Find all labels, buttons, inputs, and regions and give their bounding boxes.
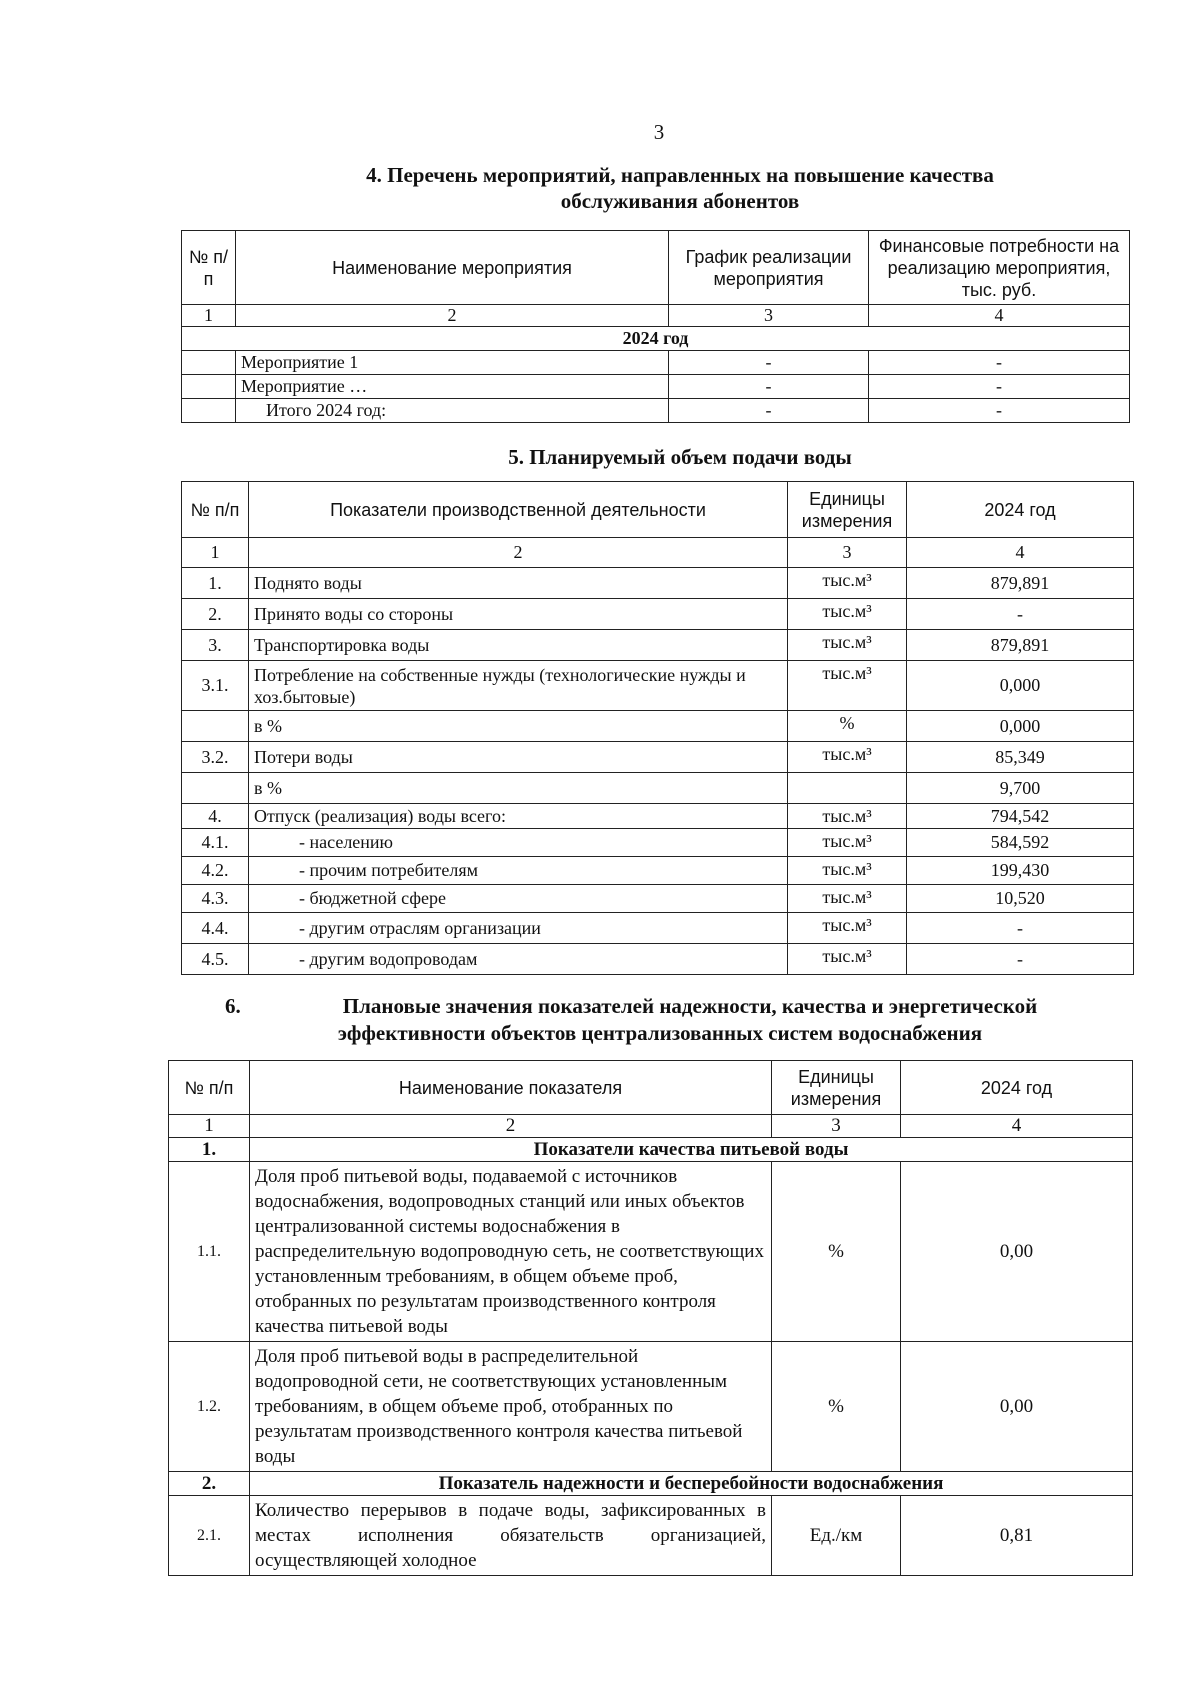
col-number: 3 [772, 1115, 901, 1138]
row-num: 4.2. [182, 857, 249, 885]
header-name: Наименование показателя [250, 1061, 772, 1115]
col-number: 1 [169, 1115, 250, 1138]
row-unit: тыс.м³ [788, 857, 907, 885]
row-unit: тыс.м³ [788, 829, 907, 857]
row-value: 879,891 [907, 630, 1134, 661]
measure-name: Мероприятие … [236, 375, 669, 399]
year-row: 2024 год [182, 327, 1130, 351]
table-row [182, 804, 1134, 829]
group-row [169, 1472, 1133, 1496]
row-value: 0,81 [901, 1496, 1133, 1576]
table-row [182, 711, 1134, 742]
row-unit: тыс.м³ [788, 599, 907, 630]
row-value: 0,000 [907, 661, 1134, 711]
row-name: Доля проб питьевой воды, подаваемой с источников водоснабжения, водопроводных станций или иных объектов централизованной системы водоснабжения в распределительную водопроводную сеть, не соответствующих установленным требованиям, в общем объеме проб, отобранных по результатам производственного контроля качества питьевой воды [250, 1162, 772, 1342]
col-number: 2 [236, 305, 669, 327]
row-value: 794,542 [907, 804, 1134, 829]
row-num [182, 711, 249, 742]
header-year: 2024 год [901, 1061, 1133, 1115]
header-unit: Единицы измерения [772, 1061, 901, 1115]
table-row [169, 1162, 1133, 1342]
row-name: Доля проб питьевой воды в распределительной водопроводной сети, не соответствующих установленным требованиям, в общем объеме проб, отобранных по результатам производственного контроля качества питьевой воды [250, 1342, 772, 1472]
table-row [182, 944, 1134, 975]
measures-table [181, 230, 1130, 423]
row-unit: тыс.м³ [788, 630, 907, 661]
row-value: 199,430 [907, 857, 1134, 885]
row-name: - другим отраслям организации [249, 913, 788, 944]
measure-finance: - [869, 399, 1130, 423]
row-name: Принято воды со стороны [249, 599, 788, 630]
section4-title-line1: 4. Перечень мероприятий, направленных на повышение качества [366, 163, 994, 187]
row-name: Поднято воды [249, 568, 788, 599]
row-value: 9,700 [907, 773, 1134, 804]
measure-schedule: - [669, 351, 869, 375]
row-unit: тыс.м³ [788, 944, 907, 975]
row-num: 2. [182, 599, 249, 630]
row-name: в % [249, 773, 788, 804]
col-number: 2 [249, 538, 788, 568]
row-unit: тыс.м³ [788, 742, 907, 773]
row-unit: % [772, 1342, 901, 1472]
row-name: Количество перерывов в подаче воды, зафиксированных в местах исполнения обязательств организацией, осуществляющей холодное [250, 1496, 772, 1576]
row-unit: % [788, 711, 907, 742]
row-value: - [907, 913, 1134, 944]
group-row [169, 1138, 1133, 1162]
row-unit: тыс.м³ [788, 661, 907, 711]
row-value: 0,00 [901, 1342, 1133, 1472]
row-value: 584,592 [907, 829, 1134, 857]
measure-schedule: - [669, 399, 869, 423]
col-number: 4 [869, 305, 1130, 327]
table-row [169, 1496, 1133, 1576]
row-name: - другим водопроводам [249, 944, 788, 975]
header-year: 2024 год [907, 482, 1134, 538]
row-name: - бюджетной сфере [249, 885, 788, 913]
row-unit: тыс.м³ [788, 568, 907, 599]
row-num: 1.2. [169, 1342, 250, 1472]
col-number: 3 [669, 305, 869, 327]
header-name: Наименование мероприятия [236, 231, 669, 305]
table-row [182, 773, 1134, 804]
row-name: в % [249, 711, 788, 742]
row-num: 4.4. [182, 913, 249, 944]
page-number: 3 [653, 120, 665, 144]
row-num: 4.3. [182, 885, 249, 913]
group-num: 2. [169, 1472, 250, 1496]
row-value: 0,000 [907, 711, 1134, 742]
measure-finance: - [869, 375, 1130, 399]
row-unit: % [772, 1162, 901, 1342]
row-value: - [907, 599, 1134, 630]
row-name: Потребление на собственные нужды (технологические нужды и хоз.бытовые) [249, 661, 788, 711]
row-name: Отпуск (реализация) воды всего: [249, 804, 788, 829]
table-row [182, 630, 1134, 661]
measure-name: Мероприятие 1 [236, 351, 669, 375]
row-num: 3.2. [182, 742, 249, 773]
section6-number: 6. [225, 994, 241, 1018]
col-number: 2 [250, 1115, 772, 1138]
header-unit: Единицы измерения [788, 482, 907, 538]
row-unit: Ед./км [772, 1496, 901, 1576]
indicators-table [168, 1060, 1133, 1576]
row-num: 1.1. [169, 1162, 250, 1342]
row-value: 879,891 [907, 568, 1134, 599]
row-name: Потери воды [249, 742, 788, 773]
table-row [169, 1342, 1133, 1472]
row-name: - прочим потребителям [249, 857, 788, 885]
water-supply-table [181, 481, 1134, 975]
row-num [182, 773, 249, 804]
col-number: 3 [788, 538, 907, 568]
row-num: 3. [182, 630, 249, 661]
group-num: 1. [169, 1138, 250, 1162]
row-name: Транспортировка воды [249, 630, 788, 661]
table-row [182, 857, 1134, 885]
group-title: Показатель надежности и бесперебойности водоснабжения [250, 1472, 1133, 1496]
col-number: 1 [182, 538, 249, 568]
row-value: 0,00 [901, 1162, 1133, 1342]
row-num: 4.5. [182, 944, 249, 975]
row-name: - населению [249, 829, 788, 857]
row-value: 10,520 [907, 885, 1134, 913]
row-num: 4.1. [182, 829, 249, 857]
row-unit: тыс.м³ [788, 885, 907, 913]
row-unit: тыс.м³ [788, 804, 907, 829]
row-unit [788, 773, 907, 804]
table-row [182, 399, 1130, 423]
group-title: Показатели качества питьевой воды [250, 1138, 1133, 1162]
measure-schedule: - [669, 375, 869, 399]
section6-title-line2: эффективности объектов централизованных систем водоснабжения [337, 1021, 983, 1045]
table-row [182, 661, 1134, 711]
table-row [182, 742, 1134, 773]
table-row [182, 375, 1130, 399]
table-row [182, 568, 1134, 599]
header-num: № п/п [182, 231, 236, 305]
col-number: 4 [907, 538, 1134, 568]
table-row [182, 599, 1134, 630]
header-num: № п/п [182, 482, 249, 538]
col-number: 4 [901, 1115, 1133, 1138]
row-num: 2.1. [169, 1496, 250, 1576]
table-row [182, 351, 1130, 375]
measure-total: Итого 2024 год: [236, 399, 669, 423]
table-row [182, 885, 1134, 913]
row-value: - [907, 944, 1134, 975]
header-num: № п/п [169, 1061, 250, 1115]
section6-title-line1: Плановые значения показателей надежности, качества и энергетической [342, 994, 1038, 1018]
row-num: 1. [182, 568, 249, 599]
table-row [182, 829, 1134, 857]
header-schedule: График реализации мероприятия [669, 231, 869, 305]
row-value: 85,349 [907, 742, 1134, 773]
col-number: 1 [182, 305, 236, 327]
row-num: 4. [182, 804, 249, 829]
header-finance: Финансовые потребности на реализацию мероприятия, тыс. руб. [869, 231, 1130, 305]
header-name: Показатели производственной деятельности [249, 482, 788, 538]
row-num: 3.1. [182, 661, 249, 711]
row-unit: тыс.м³ [788, 913, 907, 944]
section4-title-line2: обслуживания абонентов [560, 189, 800, 213]
section5-title: 5. Планируемый объем подачи воды [508, 445, 852, 469]
table-row [182, 913, 1134, 944]
measure-finance: - [869, 351, 1130, 375]
